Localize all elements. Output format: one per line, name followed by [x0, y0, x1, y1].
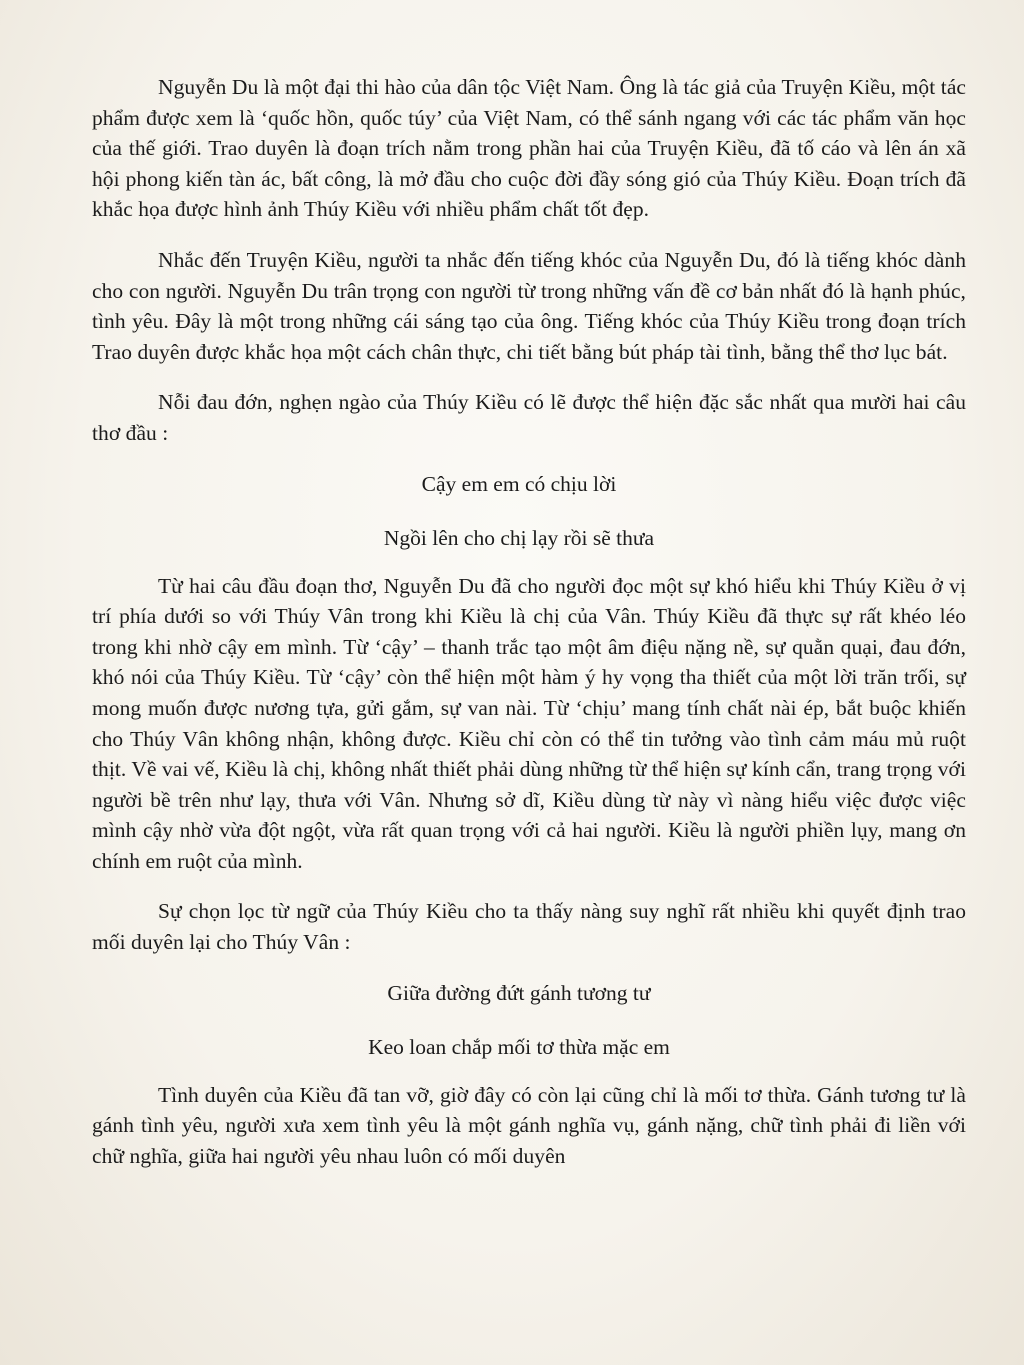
verse-line: Cậy em em có chịu lời [421, 471, 617, 496]
verse-line: Keo loan chắp mối tơ thừa mặc em [368, 1034, 670, 1059]
paragraph-noi-dau: Nỗi đau đớn, nghẹn ngào của Thúy Kiều có lẽ được thể hiện đặc sắc nhất qua mười hai câu thơ đầu : [92, 390, 966, 445]
paragraph-intro: Nguyễn Du là một đại thi hào của dân tộc Việt Nam. Ông là tác giả của Truyện Kiều, một tác phẩm được xem là ‘quốc hồn, quốc túy’ của Việt Nam, có thể sánh ngang với các tác phẩm văn học của thế giới. Trao duyên là đoạn trích nằm trong phần hai của Truyện Kiều, đã tố cáo và lên án xã hội phong kiến tàn ác, bất công, là mở đầu cho cuộc đời đầy sóng gió của Thúy Kiều. Đoạn trích đã khắc họa được hình ảnh Thúy Kiều với nhiều phẩm chất tốt đẹp. [92, 75, 966, 222]
paragraph-tieng-khoc: Nhắc đến Truyện Kiều, người ta nhắc đến tiếng khóc của Nguyễn Du, đó là tiếng khóc dành cho con người. Nguyễn Du trân trọng con người từ trong những vấn đề cơ bản nhất đó là hạnh phúc, tình yêu. Đây là một trong những cái sáng tạo của ông. Tiếng khóc của Thúy Kiều trong đoạn trích Trao duyên được khắc họa một cách chân thực, chi tiết bằng bút pháp tài tình, bằng thể thơ lục bát. [92, 247, 966, 364]
verse-group-2 [92, 978, 966, 1062]
paragraph-tinh-duyen: Tình duyên của Kiều đã tan vỡ, giờ đây có còn lại cũng chỉ là mối tơ thừa. Gánh tương tư là gánh tình yêu, người xưa xem tình yêu là một gánh nghĩa vụ, gánh nặng, chữ tình phải đi liền với chữ nghĩa, giữa hai người yêu nhau luôn có mối duyên [92, 1082, 966, 1168]
verse-group-1 [92, 469, 966, 553]
paragraph-chon-loc: Sự chọn lọc từ ngữ của Thúy Kiều cho ta thấy nàng suy nghĩ rất nhiều khi quyết định trao mối duyên lại cho Thúy Vân : [92, 899, 966, 955]
verse-line: Ngồi lên cho chị lạy rồi sẽ thưa [383, 525, 655, 550]
verse-line: Giữa đường đứt gánh tương tư [387, 980, 651, 1005]
paragraph-analysis-cay: Từ hai câu đầu đoạn thơ, Nguyễn Du đã cho người đọc một sự khó hiểu khi Thúy Kiều ở vị trí phía dưới so với Thúy Vân trong khi Kiều là chị của Vân. Thúy Kiều đã thực sự rất khéo léo trong khi nhờ cậy em mình. Từ ‘cậy’ – thanh trắc tạo một âm điệu nặng nề, sự quằn quại, đau đớn, khó nói của Thúy Kiều. Từ ‘cậy’ còn thể hiện một hàm ý hy vọng tha thiết của một lời trăn trối, sự mong muốn được nương tựa, gửi gắm, sự van nài. Từ ‘chịu’ mang tính chất nài ép, bắt buộc khiến cho Thúy Vân không nhận, không được. Kiều chỉ còn có thể tin tưởng vào tình cảm máu mủ ruột thịt. Về vai vế, Kiều là chị, không nhất thiết phải dùng những từ thể hiện sự kính cẩn, trang trọng với người bề trên như lạy, thưa với Vân. Nhưng sở dĩ, Kiều dùng từ này vì nàng hiểu việc được việc mình cậy nhờ vừa đột ngột, vừa rất quan trọng với cả hai người. Kiều là người phiền lụy, mang ơn chính em ruột của mình. [92, 573, 966, 873]
